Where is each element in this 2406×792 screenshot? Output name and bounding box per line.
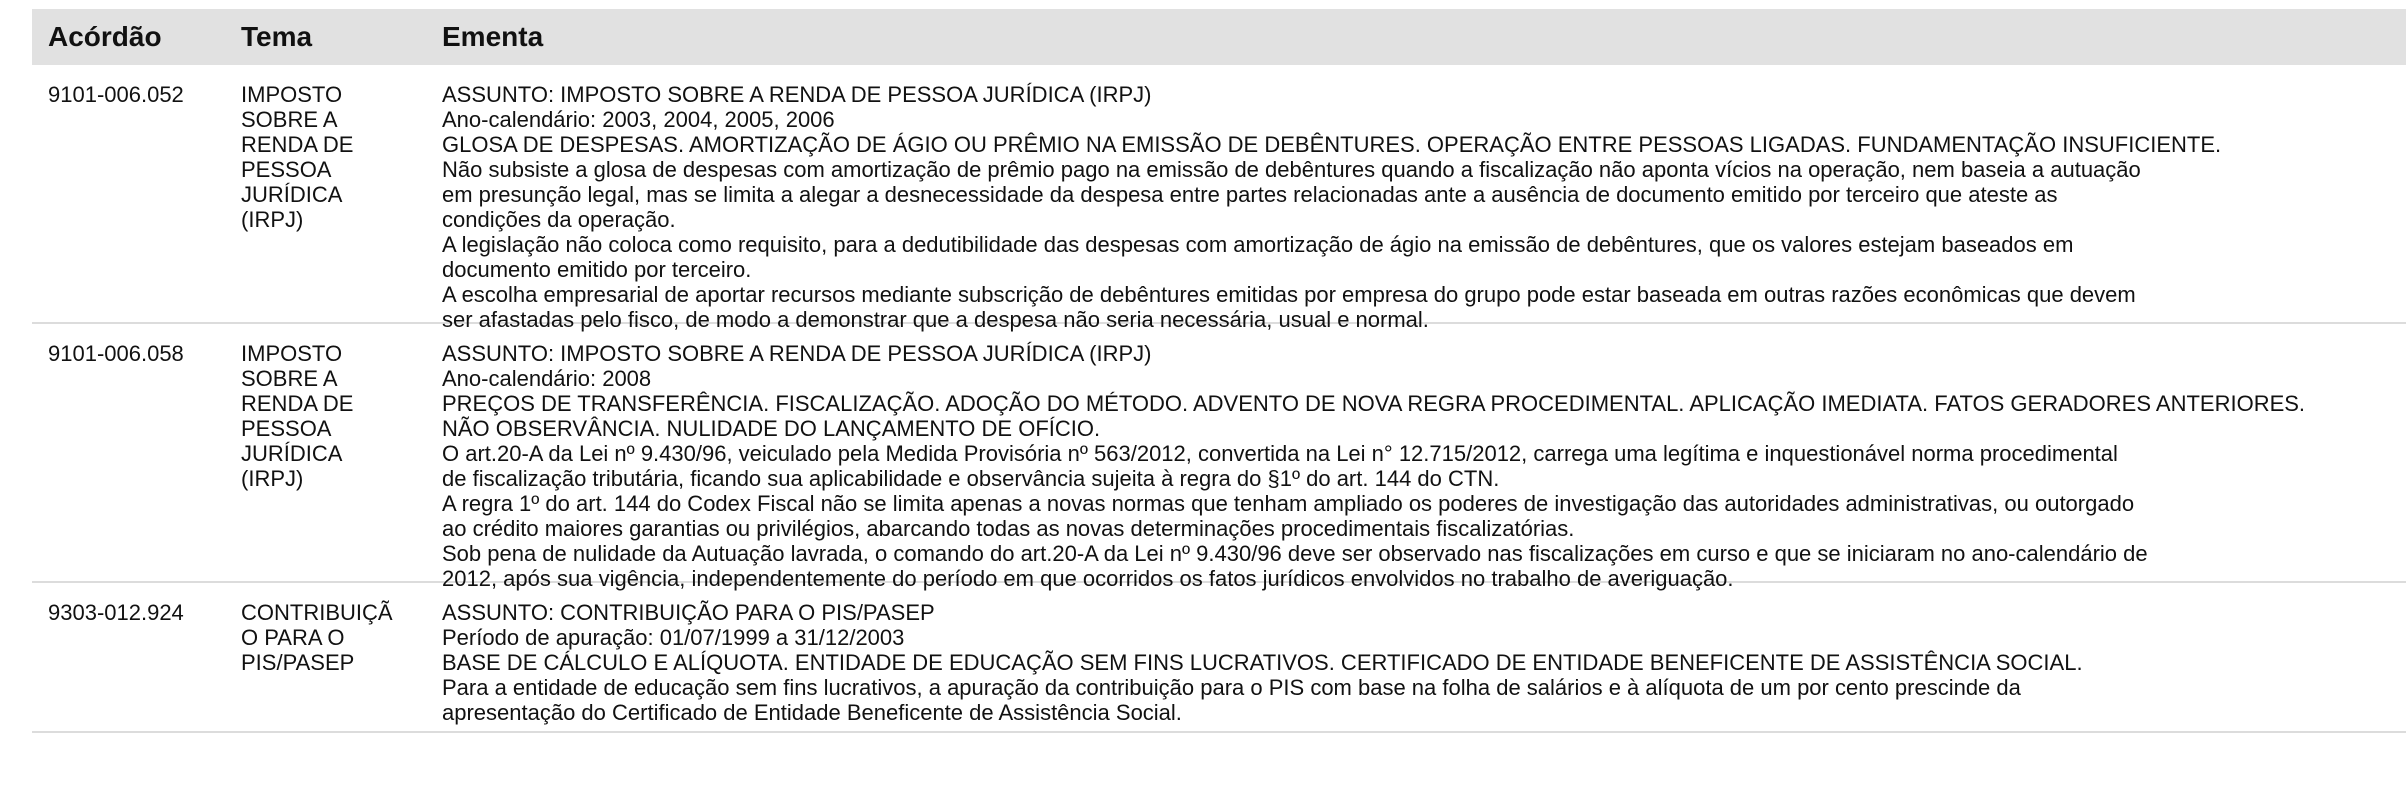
ementa-line: documento emitido por terceiro.: [442, 257, 752, 282]
ementa-line: ser afastadas pelo fisco, de modo a demonstrar que a despesa não seria necessária, usual e normal.: [442, 307, 1429, 332]
ementa-line: Não subsiste a glosa de despesas com amortização de prêmio pago na emissão de debêntures quando a fiscalização não aponta vícios na operação, nem baseia a autuação: [442, 157, 2141, 182]
ementa-line: NÃO OBSERVÂNCIA. NULIDADE DO LANÇAMENTO DE OFÍCIO.: [442, 416, 1101, 441]
tema-cell: IMPOSTO SOBRE A RENDA DE PESSOA JURÍDICA (IRPJ): [241, 82, 354, 232]
ementa-line: O art.20-A da Lei nº 9.430/96, veiculado pela Medida Provisória nº 563/2012, convertida na Lei n° 12.715/2012, carrega uma legítima e inquestionável norma procedimental: [442, 441, 2118, 466]
ementa-line: Período de apuração: 01/07/1999 a 31/12/2003: [442, 625, 905, 650]
table-row: [32, 583, 2406, 733]
ementa-line: A regra 1º do art. 144 do Codex Fiscal não se limita apenas a novas normas que tenham ampliado os poderes de investigação das autoridades administrativas, ou outorgado: [442, 491, 2135, 516]
tema-cell: CONTRIBUIÇÃ O PARA O PIS/PASEP: [241, 600, 393, 675]
ementa-line: em presunção legal, mas se limita a alegar a desnecessidade da despesa entre partes relacionadas ante a ausência de documento emitido por terceiro que ateste as: [442, 182, 2058, 207]
table-header: [32, 9, 2406, 65]
ementa-line: ao crédito maiores garantias ou privilégios, abarcando todas as novas determinações procedimentais fiscalizatórias.: [442, 516, 1575, 541]
acordao-number[interactable]: 9101-006.058: [48, 341, 184, 366]
ementa-line: PREÇOS DE TRANSFERÊNCIA. FISCALIZAÇÃO. ADOÇÃO DO MÉTODO. ADVENTO DE NOVA REGRA PROCEDIMENTAL. APLICAÇÃO IMEDIATA. FATOS GERADORES ANTERIORES.: [442, 391, 2306, 416]
ementa-cell: [426, 82, 2406, 332]
ementa-cell: [426, 600, 2406, 725]
ementa-line: ASSUNTO: IMPOSTO SOBRE A RENDA DE PESSOA JURÍDICA (IRPJ): [442, 341, 1152, 366]
ementa-line: ASSUNTO: CONTRIBUIÇÃO PARA O PIS/PASEP: [442, 600, 935, 625]
ementa-line: ASSUNTO: IMPOSTO SOBRE A RENDA DE PESSOA JURÍDICA (IRPJ): [442, 82, 1152, 107]
ementa-line: apresentação do Certificado de Entidade Beneficente de Assistência Social.: [442, 700, 1182, 725]
ementa-line: A escolha empresarial de aportar recursos mediante subscrição de debêntures emitidas por empresa do grupo pode estar baseada em outras razões econômicas que devem: [442, 282, 2136, 307]
ementa-line: Sob pena de nulidade da Autuação lavrada, o comando do art.20-A da Lei nº 9.430/96 deve ser observado nas fiscalizações em curso e que se iniciaram no ano-calendário de: [442, 541, 2148, 566]
ementa-line: condições da operação.: [442, 207, 676, 232]
ementa-line: BASE DE CÁLCULO E ALÍQUOTA. ENTIDADE DE EDUCAÇÃO SEM FINS LUCRATIVOS. CERTIFICADO DE ENTIDADE BENEFICENTE DE ASSISTÊNCIA SOCIAL.: [442, 650, 2083, 675]
ementa-line: de fiscalização tributária, ficando sua aplicabilidade e observância sujeita à regra do §1º do art. 144 do CTN.: [442, 466, 1500, 491]
ementa-line: Ano-calendário: 2003, 2004, 2005, 2006: [442, 107, 835, 132]
ementa-line: 2012, após sua vigência, independentemente do período em que ocorridos os fatos jurídicos envolvidos no trabalho de averiguação.: [442, 566, 1734, 591]
header-ementa[interactable]: Ementa: [442, 21, 544, 52]
ementa-cell: [426, 341, 2406, 591]
header-tema[interactable]: Tema: [241, 21, 313, 52]
table-row: [32, 324, 2406, 591]
ementa-line: Para a entidade de educação sem fins lucrativos, a apuração da contribuição para o PIS com base na folha de salários e à alíquota de um por cento prescinde da: [442, 675, 2021, 700]
tema-cell: IMPOSTO SOBRE A RENDA DE PESSOA JURÍDICA (IRPJ): [241, 341, 354, 491]
ementa-line: A legislação não coloca como requisito, para a dedutibilidade das despesas com amortização de ágio na emissão de debêntures, que os valores estejam baseados em: [442, 232, 2074, 257]
header-acordao[interactable]: Acórdão: [48, 21, 162, 52]
acordao-number[interactable]: 9101-006.052: [48, 82, 184, 107]
ementa-line: GLOSA DE DESPESAS. AMORTIZAÇÃO DE ÁGIO OU PRÊMIO NA EMISSÃO DE DEBÊNTURES. OPERAÇÃO ENTRE PESSOAS LIGADAS. FUNDAMENTAÇÃO INSUFICIENTE.: [442, 132, 2222, 157]
acordao-number[interactable]: 9303-012.924: [48, 600, 184, 625]
table-row: [32, 65, 2406, 332]
acordaos-table: [32, 9, 2406, 733]
ementa-line: Ano-calendário: 2008: [442, 366, 652, 391]
